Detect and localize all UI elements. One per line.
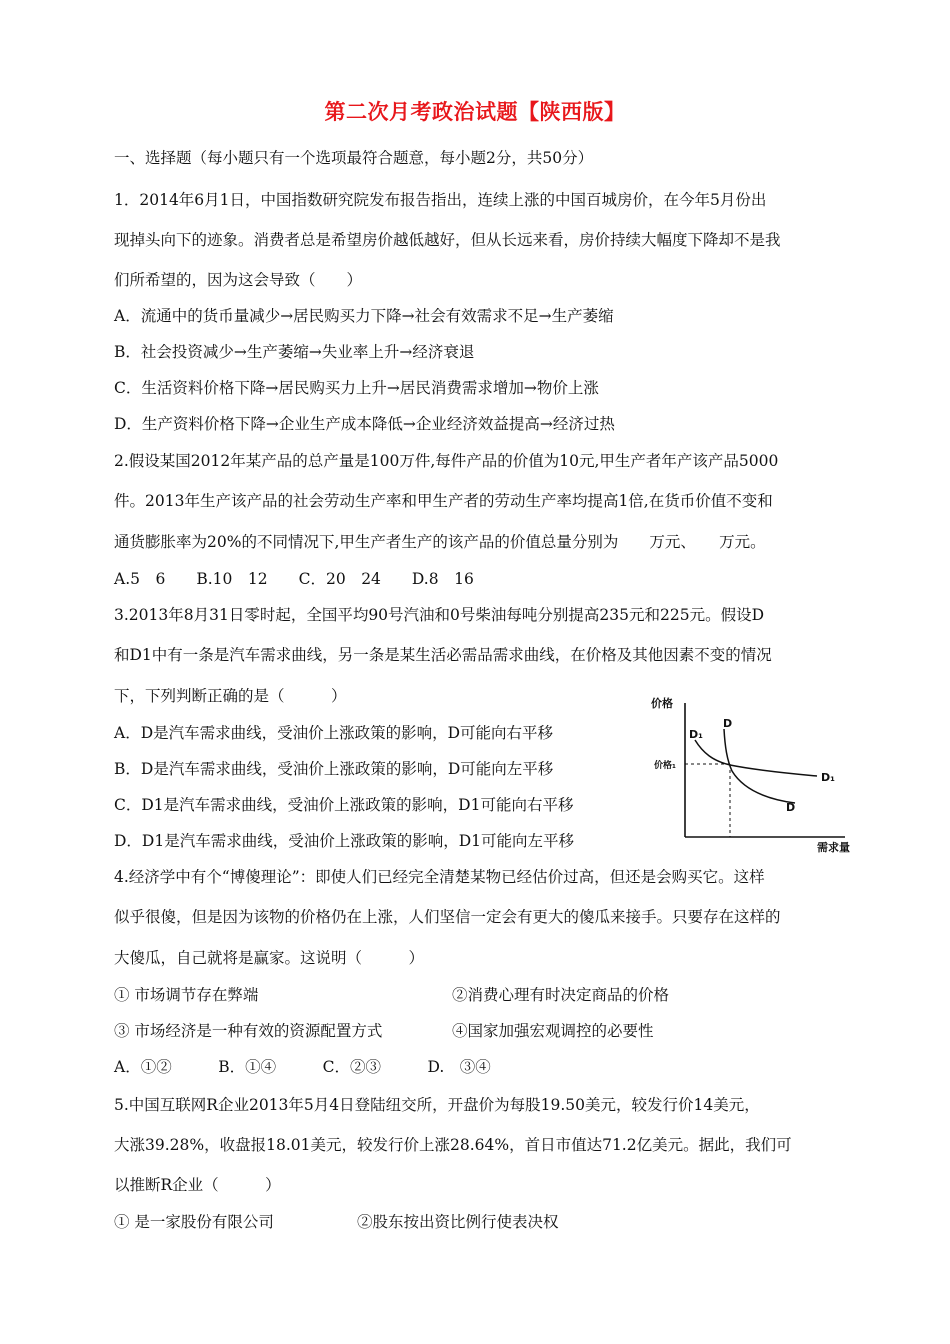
text-line: A.5 6 B.10 12 C．20 24 D.8 16 (114, 570, 474, 588)
curve-d1 (695, 740, 817, 776)
text-line: A．①② B．①④ C．②③ D. ③④ (114, 1058, 491, 1076)
page-title: 第二次月考政治试题【陕西版】 (324, 100, 626, 124)
text-line: 1．2014年6月1日，中国指数研究院发布报告指出，连续上涨的中国百城房价，在今年5月份出 (114, 191, 767, 209)
text-line: A．流通中的货币量减少→居民购买力下降→社会有效需求不足→生产萎缩 (114, 307, 614, 325)
curve-d1-label-top: D₁ (689, 728, 703, 741)
text-line: 们所希望的，因为这会导致（ ） (114, 271, 363, 289)
text-line: 4.经济学中有个“博傻理论”：即使人们已经完全清楚某物已经估价过高，但还是会购买它。这样 (114, 868, 765, 886)
demand-curve-svg (645, 685, 880, 860)
text-line: C．D1是汽车需求曲线，受油价上涨政策的影响，D1可能向右平移 (114, 796, 574, 814)
text-line: 现掉头向下的迹象。消费者总是希望房价越低越好，但从长远来看，房价持续大幅度下降却不是我 (114, 231, 781, 249)
text-line: 件。2013年生产该产品的社会劳动生产率和甲生产者的劳动生产率均提高1倍,在货币价值不变和 (114, 492, 773, 510)
text-line: ②消费心理有时决定商品的价格 (452, 986, 670, 1004)
curve-d1-label-end: D₁ (821, 771, 835, 784)
text-line: 似乎很傻，但是因为该物的价格仍在上涨，人们坚信一定会有更大的傻瓜来接手。只要存在这样的 (114, 908, 781, 926)
demand-curve-figure (645, 685, 880, 860)
text-line: 5.中国互联网R企业2013年5月4日登陆纽交所，开盘价为每股19.50美元，较发行价14美元， (114, 1096, 760, 1114)
text-line: 2.假设某国2012年某产品的总产量是100万件,每件产品的价值为10元,甲生产者年产该产品5000 (114, 452, 779, 470)
price-mark-label: 价格₁ (654, 761, 676, 771)
x-axis-label: 需求量 (817, 841, 850, 854)
curve-d-label-end: D (786, 801, 796, 814)
text-line: ① 市场调节存在弊端 (114, 986, 259, 1004)
text-line: 3.2013年8月31日零时起，全国平均90号汽油和0号柴油每吨分别提高235元和225元。假设D (114, 606, 765, 624)
text-line: ① 是一家股份有限公司 (114, 1213, 274, 1231)
y-axis-label: 价格 (651, 697, 673, 710)
curve-d-label-top: D (723, 717, 733, 730)
text-line: 以推断R企业（ ） (114, 1176, 281, 1194)
text-line: 大傻瓜，自己就将是赢家。这说明（ ） (114, 949, 425, 967)
text-line: B．社会投资减少→生产萎缩→失业率上升→经济衰退 (114, 343, 475, 361)
text-line: 下，下列判断正确的是（ ） (114, 687, 347, 705)
text-line: 大涨39.28%，收盘报18.01美元，较发行价上涨28.64%，首日市值达71.2亿美元。据此，我们可 (114, 1136, 792, 1154)
text-line: 通货膨胀率为20%的不同情况下,甲生产者生产的该产品的价值总量分别为 万元、 万元。 (114, 533, 766, 551)
text-line: A．D是汽车需求曲线，受油价上涨政策的影响，D可能向右平移 (114, 724, 554, 742)
text-line: C．生活资料价格下降→居民购买力上升→居民消费需求增加→物价上涨 (114, 379, 599, 397)
text-line: 一、选择题（每小题只有一个选项最符合题意，每小题2分，共50分） (114, 149, 594, 167)
text-line: B．D是汽车需求曲线，受油价上涨政策的影响，D可能向左平移 (114, 760, 554, 778)
text-line: ④国家加强宏观调控的必要性 (452, 1022, 654, 1040)
text-line: ②股东按出资比例行使表决权 (357, 1213, 559, 1231)
text-line: ③ 市场经济是一种有效的资源配置方式 (114, 1022, 383, 1040)
text-line: 和D1中有一条是汽车需求曲线，另一条是某生活必需品需求曲线，在价格及其他因素不变的情况 (114, 646, 772, 664)
text-line: D．生产资料价格下降→企业生产成本降低→企业经济效益提高→经济过热 (114, 415, 615, 433)
text-line: D．D1是汽车需求曲线，受油价上涨政策的影响，D1可能向左平移 (114, 832, 575, 850)
